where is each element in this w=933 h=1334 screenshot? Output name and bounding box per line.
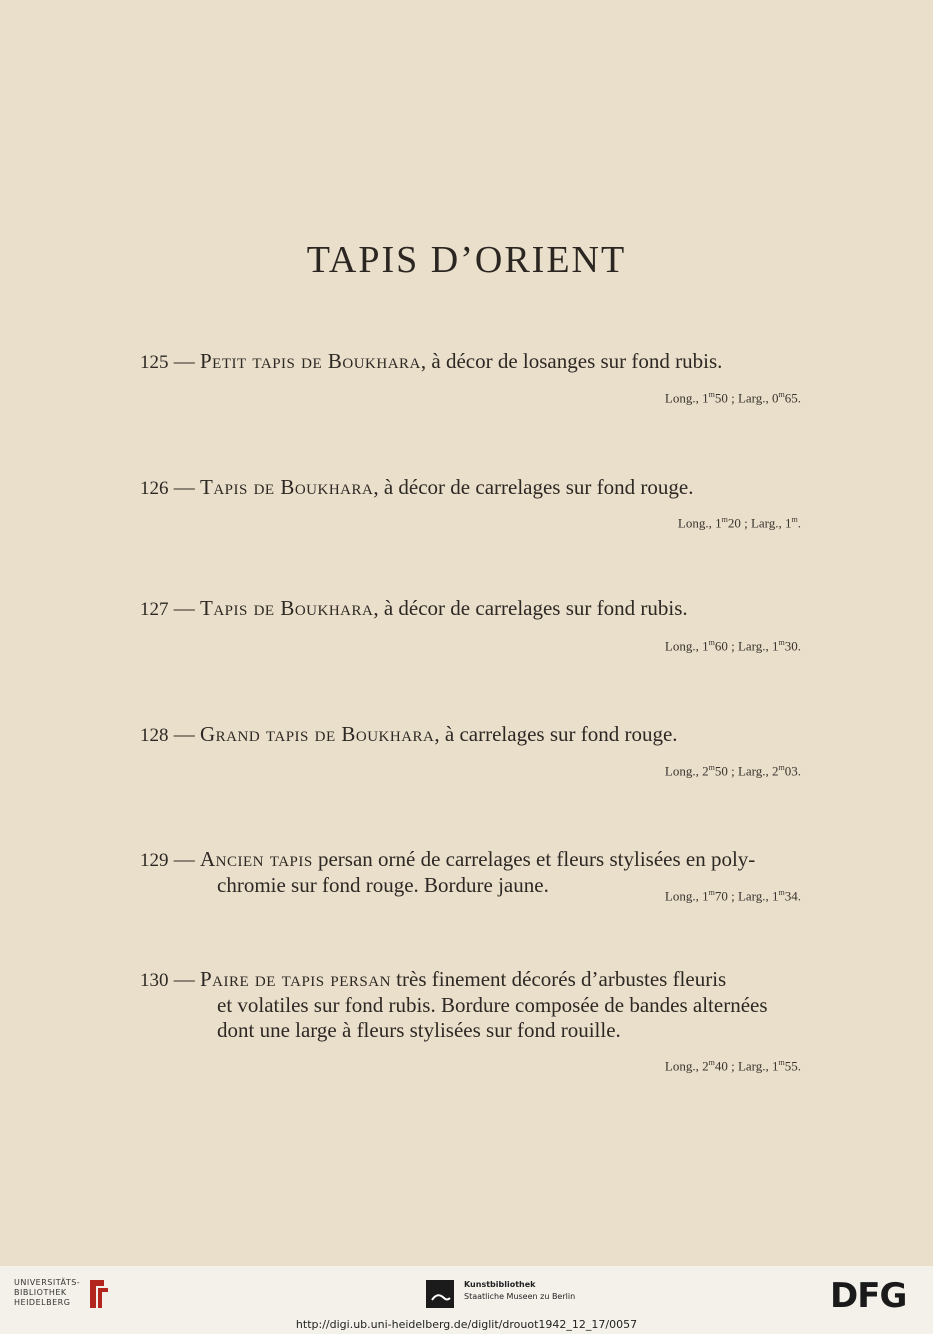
entry-dimensions: Long., 1$^m$60 ; Larg., 1$^m$30.: [664, 638, 801, 654]
entry-description: , à décor de carrelages sur fond rubis.: [373, 596, 688, 620]
university-library-name: [14, 1278, 80, 1308]
catalog-entry: [140, 967, 802, 1043]
entry-first-line: 130 — Paire de tapis persan très finement décorés d’arbustes fleuris: [140, 967, 727, 991]
uni-line-3: HEIDELBERG: [14, 1298, 71, 1307]
entry-first-line: 128 — Grand tapis de Boukhara, à carrelages sur fond rouge.: [140, 722, 678, 746]
entry-continuation: et volatiles sur fond rubis. Bordure composée de bandes alternées: [217, 993, 768, 1017]
entry-dimensions: Long., 2$^m$40 ; Larg., 1$^m$55.: [664, 1058, 801, 1074]
source-url[interactable]: http://digi.ub.uni-heidelberg.de/diglit/drouot1942_12_17/0057: [295, 1318, 638, 1331]
entry-description: , à décor de carrelages sur fond rouge.: [373, 475, 694, 499]
entry-continuation: dont une large à fleurs stylisées sur fond rouille.: [217, 1018, 621, 1042]
entry-description: très finement décorés d’arbustes fleuris: [390, 967, 727, 991]
catalog-entry: [140, 722, 802, 748]
entry-lead: Petit tapis de Boukhara: [200, 349, 421, 373]
entry-lead: Ancien tapis: [200, 847, 313, 871]
kb-title: Kunstbibliothek: [464, 1280, 536, 1289]
entry-continuation: chromie sur fond rouge. Bordure jaune.: [217, 873, 549, 897]
kunstbibliothek-logo-icon: [426, 1280, 454, 1308]
university-logo-icon: [84, 1276, 112, 1312]
entry-description: persan orné de carrelages et fleurs stylisées en poly-: [312, 847, 756, 871]
entry-dimensions: Long., 1$^m$70 ; Larg., 1$^m$34.: [664, 888, 801, 904]
entry-dimensions: Long., 1$^m$50 ; Larg., 0$^m$65.: [664, 390, 801, 406]
entry-first-line: 129 — Ancien tapis persan orné de carrelages et fleurs stylisées en poly-: [140, 847, 756, 871]
entry-dimensions: Long., 2$^m$50 ; Larg., 2$^m$03.: [664, 763, 801, 779]
catalog-entry: [140, 475, 802, 501]
entry-first-line: 126 — Tapis de Boukhara, à décor de carrelages sur fond rouge.: [140, 475, 694, 499]
entry-description: , à carrelages sur fond rouge.: [434, 722, 678, 746]
kunstbibliothek-name: [464, 1279, 575, 1303]
entry-lead: Tapis de Boukhara: [200, 475, 374, 499]
entry-first-line: 125 — Petit tapis de Boukhara, à décor de losanges sur fond rubis.: [140, 349, 723, 373]
entry-lead: Tapis de Boukhara: [200, 596, 374, 620]
entry-lead: Grand tapis de Boukhara: [200, 722, 435, 746]
entry-number: 126: [140, 478, 169, 499]
catalog-entry: [140, 349, 802, 375]
entry-number: 125: [140, 352, 169, 373]
catalog-entry: [140, 596, 802, 622]
entry-lead: Paire de tapis persan: [200, 967, 391, 991]
entry-first-line: 127 — Tapis de Boukhara, à décor de carrelages sur fond rubis.: [140, 596, 688, 620]
entry-number: 130: [140, 970, 169, 991]
entry-description: , à décor de losanges sur fond rubis.: [420, 349, 723, 373]
entry-dimensions: Long., 1$^m$20 ; Larg., 1$^m$.: [677, 515, 801, 531]
kb-subtitle: Staatliche Museen zu Berlin: [464, 1292, 576, 1301]
uni-line-1: UNIVERSITÄTS-: [14, 1278, 81, 1287]
entry-number: 129: [140, 850, 169, 871]
dfg-logo: DFG: [830, 1276, 907, 1316]
entry-number: 128: [140, 725, 169, 746]
entry-number: 127: [140, 599, 169, 620]
uni-line-2: BIBLIOTHEK: [14, 1288, 67, 1297]
page-title: TAPIS D’ORIENT: [306, 239, 627, 281]
